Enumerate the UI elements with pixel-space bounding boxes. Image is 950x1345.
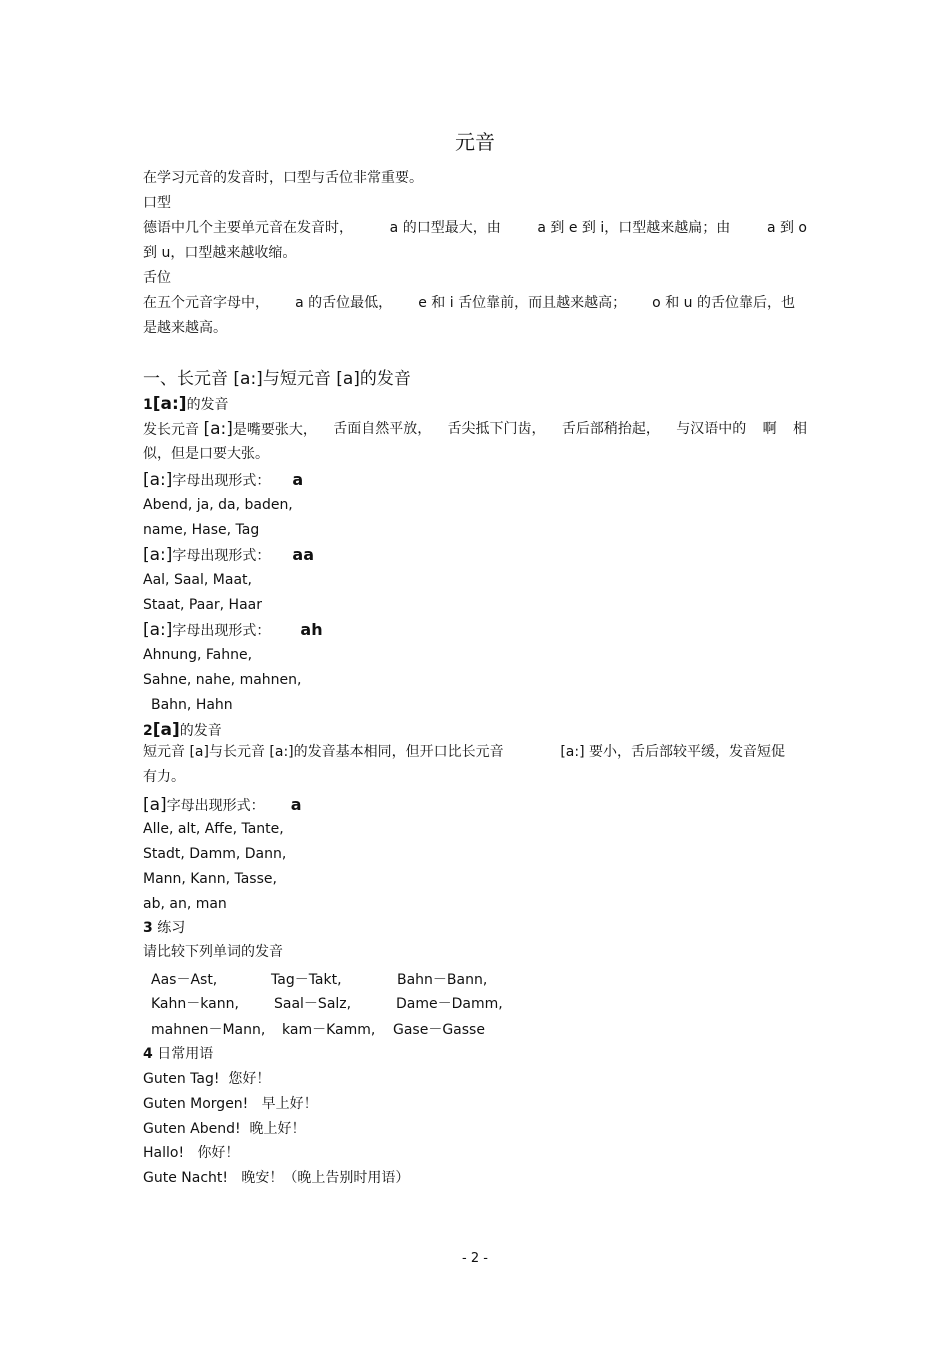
text-segment: a 到 e 到 i，口型越来越扁；由 bbox=[537, 220, 731, 236]
word-list-line: Aal, Saal, Maat, bbox=[143, 572, 252, 588]
sub1-desc-line2: 似，但是口要大张。 bbox=[143, 446, 269, 462]
word-list-line: Ahnung, Fahne, bbox=[143, 647, 253, 663]
form-label: 字母出现形式： bbox=[172, 473, 271, 489]
mouth-text-line1 bbox=[143, 218, 807, 238]
sub2-desc-line2: 有力。 bbox=[143, 769, 185, 785]
word-pair: Gase－Gasse bbox=[393, 1022, 485, 1038]
phrase-chinese: 晚上好！ bbox=[249, 1121, 306, 1137]
sub-label: 的发音 bbox=[179, 723, 222, 739]
word-list-line: Bahn, Hahn bbox=[151, 697, 233, 713]
phrase-german: Hallo! bbox=[143, 1145, 185, 1161]
practice-row bbox=[151, 970, 487, 990]
word-pair: Tag－Takt, bbox=[271, 972, 342, 988]
text-segment: 舌面自然平放， bbox=[333, 421, 432, 437]
section-heading: 一、长元音 [a:]与短元音 [a]的发音 bbox=[143, 369, 411, 389]
practice-instruction: 请比较下列单词的发音 bbox=[143, 944, 283, 960]
ipa-symbol: [a] bbox=[143, 795, 167, 815]
sub-number: 4 bbox=[143, 1046, 153, 1062]
word-list-line: name, Hase, Tag bbox=[143, 522, 260, 538]
ipa-symbol: [a:] bbox=[152, 394, 187, 414]
word-list-line: Stadt, Damm, Dann, bbox=[143, 846, 287, 862]
text-segment: e 和 i 舌位靠前，而且越来越高； bbox=[418, 295, 627, 311]
text-segment: 发长元音 [a:]是嘴要张大， bbox=[143, 419, 317, 439]
word-pair: Dame－Damm, bbox=[396, 996, 503, 1012]
page-title: 元音 bbox=[455, 130, 495, 154]
page-number: - 2 - bbox=[462, 1251, 488, 1266]
phrase-chinese: 早上好！ bbox=[261, 1096, 318, 1112]
text-segment: 相 bbox=[792, 421, 807, 437]
text-segment: 短元音 [a]与长元音 [a:]的发音基本相同，但开口比长元音 bbox=[143, 744, 504, 760]
phrase-line bbox=[143, 1094, 318, 1114]
mouth-heading: 口型 bbox=[143, 195, 171, 211]
practice-row bbox=[151, 1020, 485, 1040]
sub-label: 练习 bbox=[157, 920, 186, 936]
tongue-text-line2: 是越来越高。 bbox=[143, 320, 227, 336]
phrase-german: Gute Nacht! bbox=[143, 1170, 228, 1186]
sub4-heading bbox=[143, 1044, 213, 1064]
text-segment: [a:] 要小，舌后部较平缓，发音短促 bbox=[560, 744, 785, 760]
text-segment: a 到 o bbox=[766, 220, 807, 236]
ipa-symbol: [a:] bbox=[143, 545, 173, 565]
word-pair: Kahn－kann, bbox=[151, 996, 239, 1012]
sub1-heading bbox=[143, 394, 229, 415]
word-list-line: Staat, Paar, Haar bbox=[143, 597, 262, 613]
letter-form-heading bbox=[143, 795, 301, 816]
sub2-heading bbox=[143, 720, 222, 741]
ipa-symbol: [a:] bbox=[143, 620, 173, 640]
sub1-desc-line1 bbox=[143, 419, 807, 440]
phrase-chinese: 晚安！（晚上告别时用语） bbox=[241, 1170, 410, 1186]
phrase-line bbox=[143, 1168, 409, 1188]
tongue-text-line1 bbox=[143, 293, 795, 313]
intro-text: 在学习元音的发音时，口型与舌位非常重要。 bbox=[143, 170, 423, 186]
practice-row bbox=[151, 994, 503, 1014]
text-segment: 啊 bbox=[762, 421, 777, 437]
ipa-symbol: [a] bbox=[152, 720, 180, 740]
ipa-symbol: [a:] bbox=[143, 470, 173, 490]
letter-form-heading bbox=[143, 545, 314, 566]
word-list-line: Alle, alt, Affe, Tante, bbox=[143, 821, 284, 837]
word-pair: Bahn－Bann, bbox=[397, 972, 488, 988]
word-list-line: ab, an, man bbox=[143, 896, 227, 912]
letter-form-heading bbox=[143, 620, 323, 641]
word-list-line: Abend, ja, da, baden, bbox=[143, 497, 293, 513]
form-letter: a bbox=[292, 470, 304, 489]
word-list-line: Mann, Kann, Tasse, bbox=[143, 871, 277, 887]
form-label: 字母出现形式： bbox=[172, 623, 271, 639]
word-pair: Saal－Salz, bbox=[274, 996, 352, 1012]
text-segment: 在五个元音字母中， bbox=[143, 295, 269, 311]
sub-number: 2 bbox=[143, 723, 153, 739]
text-segment: 与汉语中的 bbox=[676, 421, 747, 437]
sub-number: 1 bbox=[143, 397, 153, 413]
word-list-line: Sahne, nahe, mahnen, bbox=[143, 672, 302, 688]
phrase-line bbox=[143, 1069, 270, 1089]
text-segment: 舌后部稍抬起， bbox=[561, 421, 660, 437]
text-segment: o 和 u 的舌位靠后，也 bbox=[652, 295, 795, 311]
phrase-line bbox=[143, 1119, 306, 1139]
word-pair: Aas－Ast, bbox=[151, 972, 218, 988]
phrase-german: Guten Abend! bbox=[143, 1121, 241, 1137]
letter-form-heading bbox=[143, 470, 303, 491]
phrase-line bbox=[143, 1143, 239, 1163]
form-letter: a bbox=[290, 795, 302, 814]
text-segment: a 的舌位最低， bbox=[295, 295, 393, 311]
phrase-german: Guten Morgen! bbox=[143, 1096, 249, 1112]
sub-number: 3 bbox=[143, 920, 153, 936]
sub-label: 的发音 bbox=[186, 397, 229, 413]
form-letter: ah bbox=[300, 620, 323, 639]
form-letter: aa bbox=[292, 545, 315, 564]
form-label: 字母出现形式： bbox=[166, 798, 265, 814]
text-segment: 德语中几个主要单元音在发音时， bbox=[143, 220, 353, 236]
mouth-text-line2: 到 u，口型越来越收缩。 bbox=[143, 245, 297, 261]
tongue-heading: 舌位 bbox=[143, 270, 171, 286]
phrase-chinese: 您好！ bbox=[228, 1071, 271, 1087]
phrase-german: Guten Tag! bbox=[143, 1071, 220, 1087]
sub3-heading bbox=[143, 918, 185, 938]
form-label: 字母出现形式： bbox=[172, 548, 271, 564]
word-pair: kam－Kamm, bbox=[282, 1022, 376, 1038]
phrase-chinese: 你好！ bbox=[197, 1145, 240, 1161]
sub-label: 日常用语 bbox=[157, 1046, 214, 1062]
text-segment: 舌尖抵下门齿， bbox=[447, 421, 546, 437]
word-pair: mahnen－Mann, bbox=[151, 1022, 266, 1038]
text-segment: a 的口型最大，由 bbox=[389, 220, 501, 236]
sub2-desc-line1 bbox=[143, 742, 785, 762]
